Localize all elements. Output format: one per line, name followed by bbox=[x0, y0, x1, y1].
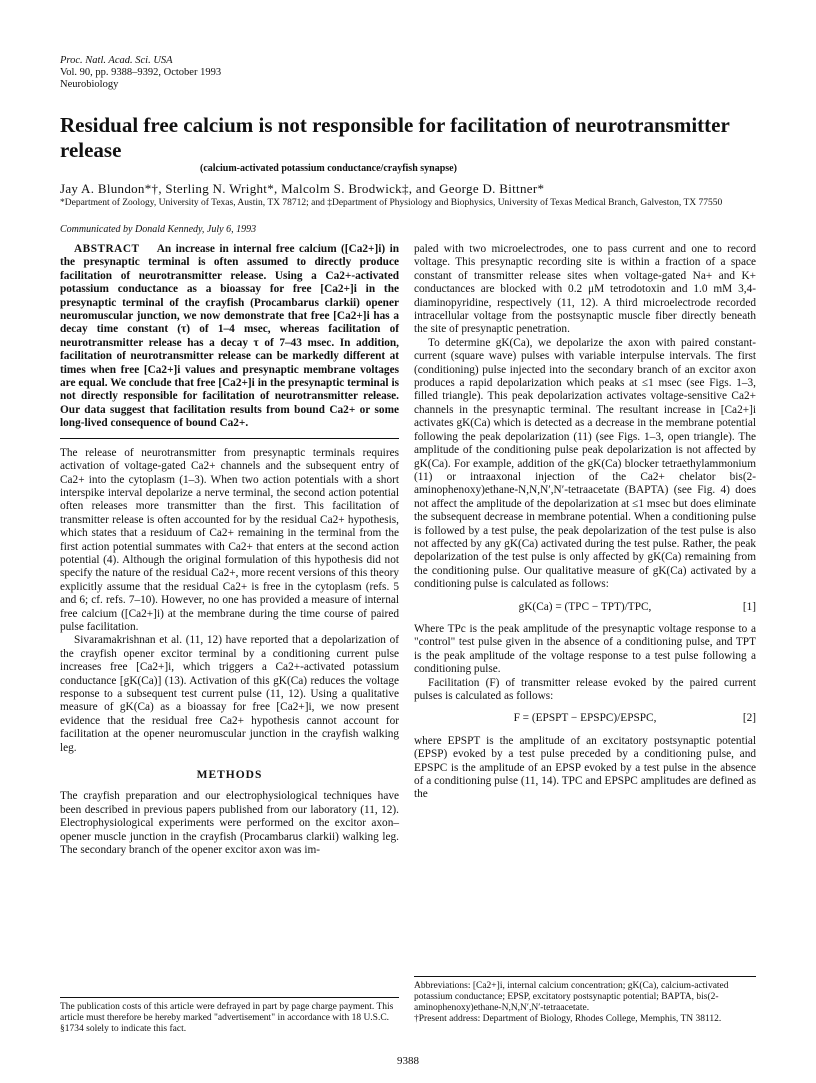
equation-2-number: [2] bbox=[742, 712, 756, 725]
journal-name: Proc. Natl. Acad. Sci. USA bbox=[60, 55, 173, 66]
right-column bbox=[414, 243, 756, 802]
methods-paragraph-1-cont: paled with two microelectrodes, one to pass current and one to record voltage. This presynaptic recording site is within a fraction of a space constant of transmitter release sites when voltage-gated Na+ and K+ conductances are blocked with 0.2 μM tetrodotoxin and 1.0 mM 3,4-diaminopyridine, respectively (11, 12). A third microelectrode recorded intracellular voltage from the postsynaptic muscle fiber directly beneath the site of presynaptic penetration. bbox=[414, 243, 756, 336]
communicated-by: Communicated by Donald Kennedy, July 6, 1993 bbox=[60, 224, 257, 235]
article-title: Residual free calcium is not responsible for facilitation of neurotransmitter release bbox=[60, 113, 730, 162]
methods-paragraph-4: Facilitation (F) of transmitter release evoked by the paired current pulses is calculated as follows: bbox=[414, 676, 756, 702]
methods-paragraph-5: where EPSPT is the amplitude of an excitatory postsynaptic potential (EPSP) evoked by a test pulse preceded by a conditioning pulse, and EPSPC is the amplitude of an EPSP evoked by a test pulse in the absence of a conditioning pulse (11, 14). TPC and EPSPC amplitudes are defined as the bbox=[414, 734, 756, 801]
page-number: 9388 bbox=[397, 1055, 419, 1067]
abstract-label: ABSTRACT bbox=[74, 243, 140, 255]
equation-2-body: F = (EPSPT − EPSPC)/EPSPC, bbox=[513, 712, 657, 725]
abstract bbox=[60, 243, 399, 431]
footnotes-right bbox=[414, 976, 756, 1025]
affiliations: *Department of Zoology, University of Texas, Austin, TX 78712; and ‡Department of Physiology and Biophysics, University of Texas Medical Branch, Galveston, TX 77550 bbox=[60, 198, 723, 208]
footnote-publication-cost: The publication costs of this article were defrayed in part by page charge payment. This article must therefore be hereby marked "advertisement" in accordance with 18 U.S.C. §1734 solely to indicate this fact. bbox=[60, 997, 399, 1035]
intro-paragraph-2: Sivaramakrishnan et al. (11, 12) have reported that a depolarization of the crayfish opener excitor terminal by a conditioning current pulse increases free [Ca2+]i, which triggers a Ca2+-activated potassium conductance [gK(Ca)] (13). Activation of this gK(Ca) reduces the voltage response to a subsequent test current pulse (11, 12). Using a qualitative measure of gK(Ca) as a bioassay for free [Ca2+]i, we now present evidence that the residual free Ca2+ hypothesis cannot account for facilitation at the opener neuromuscular junction in the crayfish walking leg. bbox=[60, 634, 399, 754]
abstract-text: An increase in internal free calcium ([Ca2+]i) in the presynaptic terminal is often assumed to directly produce facilitation of neurotransmitter release. Using a Ca2+-activated potassium conductance as a bioassay for free [Ca2+]i in the presynaptic terminal of the crayfish (Procambarus clarkii) opener neuromuscular junction, we now demonstrate that free [Ca2+]i has a decay time constant (τ) of 1–4 msec, whereas facilitation of neurotransmitter release has a decay τ of 7–43 msec. In addition, facilitation of neurotransmitter release can be markedly different at times when free [Ca2+]i values and presynaptic membrane voltages are equal. We conclude that free [Ca2+]i in the presynaptic terminal is not directly responsible for facilitation of neurotransmitter release. Our data suggest that facilitation results from bound Ca2+ or some long-lived consequence of bound Ca2+. bbox=[60, 243, 399, 430]
journal-section: Neurobiology bbox=[60, 79, 119, 90]
journal-volume: Vol. 90, pp. 9388–9392, October 1993 bbox=[60, 67, 222, 78]
footnote-address: †Present address: Department of Biology, Rhodes College, Memphis, TN 38112. bbox=[414, 1014, 722, 1024]
left-column bbox=[60, 243, 399, 857]
divider bbox=[60, 438, 399, 439]
methods-paragraph-1: The crayfish preparation and our electrophysiological techniques have been described in previous papers published from our laboratory (11, 12). Electrophysiological experiments were performed on the excitor axon–opener muscle junction in the crayfish (Procambarus clarkii) walking leg. The secondary branch of the opener excitor axon was im- bbox=[60, 790, 399, 857]
methods-paragraph-2: To determine gK(Ca), we depolarize the axon with paired constant-current (square wave) pulses with variable interpulse intervals. The first (conditioning) pulse injected into the secondary branch of an excitor axon produces a rapid depolarization which peaks at ≤1 msec (see Figs. 1–3, filled triangle). This peak depolarization activates voltage-sensitive Ca2+ channels in the presynaptic terminal. The resultant increase in [Ca2+]i activates gK(Ca) which is detected as a decrease in the membrane potential following the peak depolarization (11) (see Figs. 1–3, open triangle). The amplitude of the conditioning pulse peak depolarization is not affected by gK(Ca). For example, addition of the gK(Ca) blocker tetraethylammonium (11) or intraaxonal injection of the Ca2+ chelator bis(2-aminophenoxy)ethane-N,N,N′,N′-tetraacetate (BAPTA) (see Fig. 4) does not affect the amplitude of the depolarization at ≤1 msec but does eliminate the subsequent decrease in membrane potential. When a conditioning pulse is followed by a test pulse, the peak depolarization of the test pulse is also not affected by any gK(Ca) activated during the test pulse. Rather, the peak depolarization of the test pulse is only affected by gK(Ca) remaining from the conditioning pulse. Our qualitative measure of gK(Ca) activated by a conditioning pulse is calculated as follows: bbox=[414, 336, 756, 591]
equation-2 bbox=[414, 712, 756, 725]
journal-header bbox=[60, 55, 221, 91]
equation-1 bbox=[414, 601, 756, 614]
equation-1-number: [1] bbox=[742, 600, 756, 613]
equation-1-body: gK(Ca) = (TPC − TPT)/TPC, bbox=[518, 600, 652, 613]
keywords: (calcium-activated potassium conductance/crayfish synapse) bbox=[200, 163, 457, 174]
footnote-abbreviations: Abbreviations: [Ca2+]i, internal calcium concentration; gK(Ca), calcium-activated potassium conductance; EPSP, excitatory postsynaptic potential; BAPTA, bis(2-aminophenoxy)ethane-N,N,N′,N′-tetraacetate. bbox=[414, 981, 729, 1013]
intro-paragraph-1: The release of neurotransmitter from presynaptic terminals requires activation of voltage-gated Ca2+ channels and the subsequent entry of Ca2+ into the cytoplasm (1–3). When two action potentials with a short interspike interval depolarize a nerve terminal, the second action potential often releases more transmitter than the first. This facilitation of transmitter release is often accounted for by the residual Ca2+ hypothesis, which states that a residuum of Ca2+ remaining in the terminal from the first action potential summates with Ca2+ that enters at the second action potential (4). Although the original formulation of this hypothesis did not specify the nature of the residual Ca2+, more recent versions of this theory explicitly assume that the residual Ca2+ is free in the cytoplasm (refs. 5 and 6; cf. refs. 7–10). However, no one has provided a measure of internal free calcium ([Ca2+]i) at the membrane during the time course of paired pulse facilitation. bbox=[60, 446, 399, 633]
methods-paragraph-3: Where TPc is the peak amplitude of the presynaptic voltage response to a "control" test pulse given in the absence of a conditioning pulse, and TPT is the peak amplitude of the voltage response to a test pulse following a conditioning pulse. bbox=[414, 622, 756, 676]
authors: Jay A. Blundon*†, Sterling N. Wright*, Malcolm S. Brodwick‡, and George D. Bittner* bbox=[60, 181, 545, 196]
methods-heading: METHODS bbox=[196, 769, 263, 782]
